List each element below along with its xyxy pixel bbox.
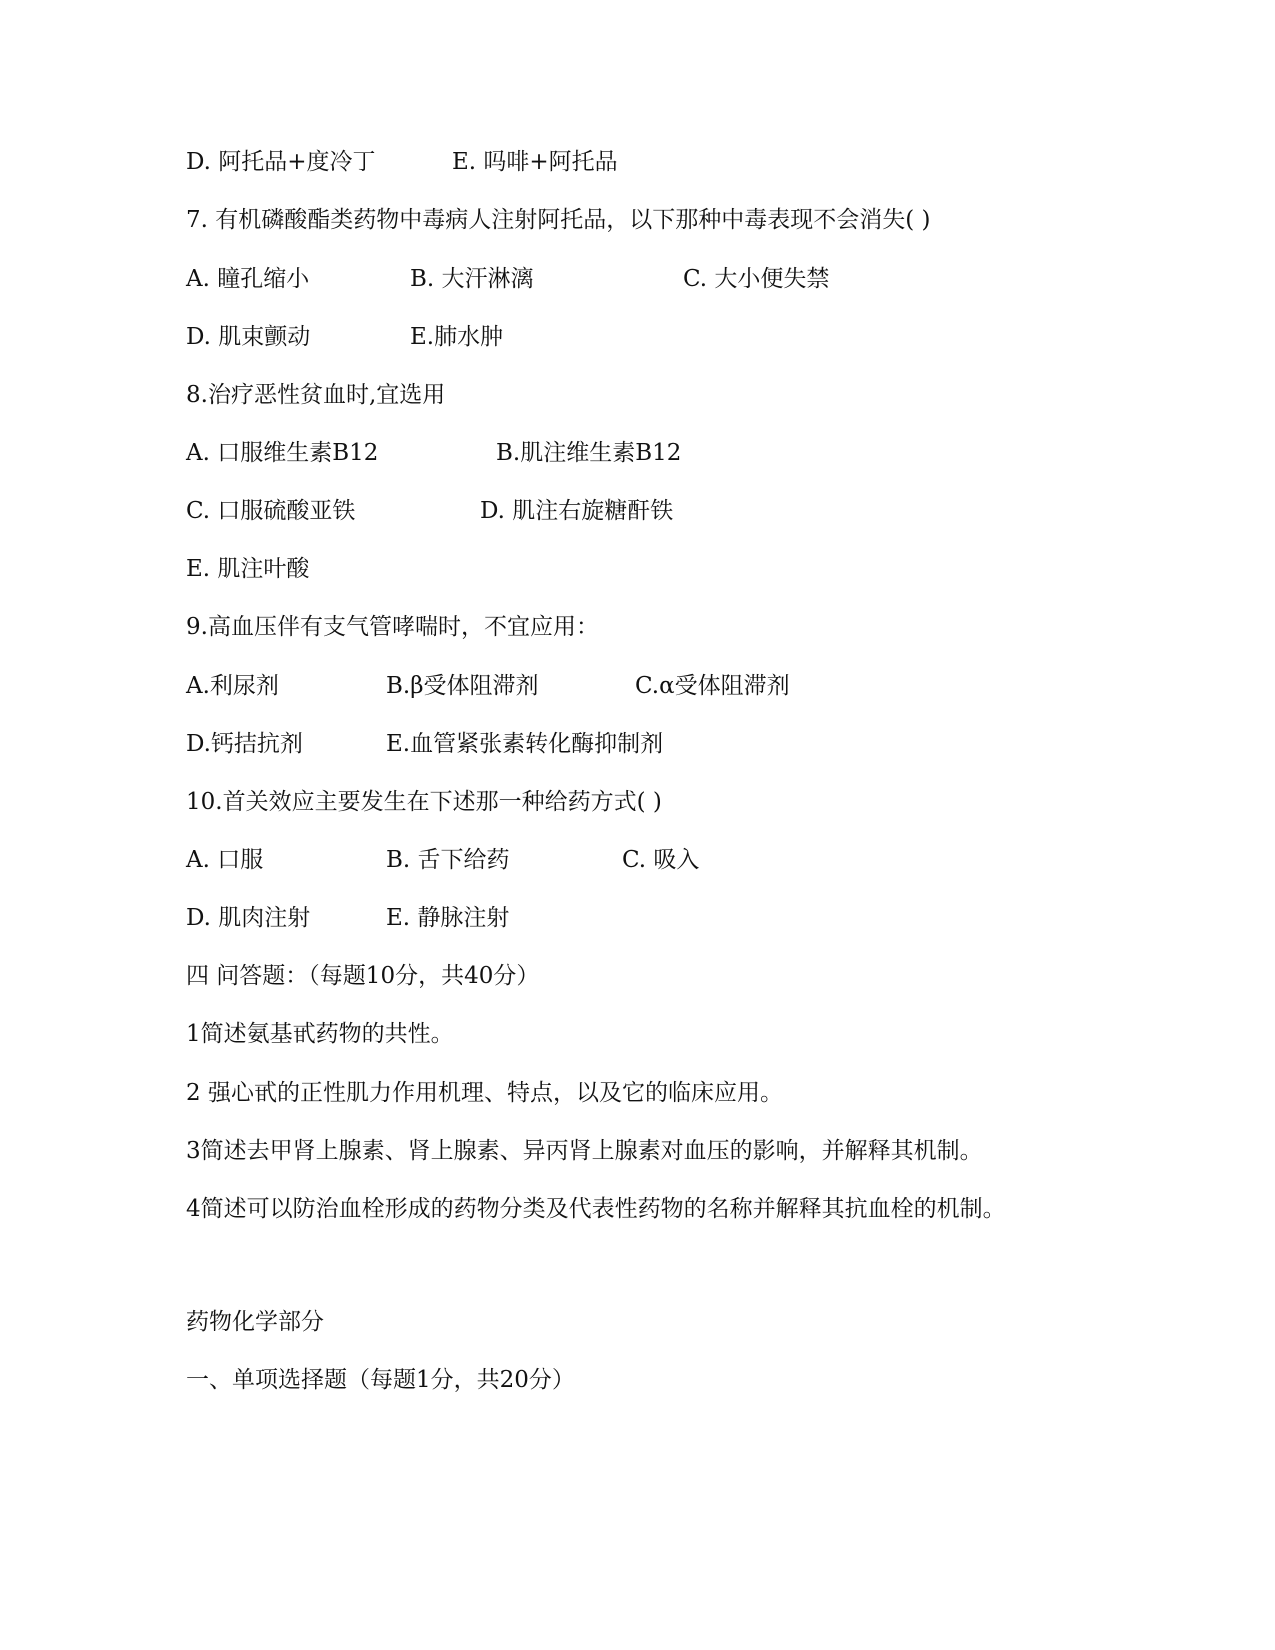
question-stem: 8.治疗恶性贫血时,宜选用 xyxy=(186,382,446,408)
short-answer-item-4: 4简述可以防治血栓形成的药物分类及代表性药物的名称并解释其抗血栓的机制。 xyxy=(186,1196,1006,1222)
short-answer-item-3: 3简述去甲肾上腺素、肾上腺素、异丙肾上腺素对血压的影响，并解释其机制。 xyxy=(186,1138,983,1164)
option-d: D. 阿托品+度冷丁 xyxy=(186,149,376,175)
option-a: A. 口服 xyxy=(186,847,264,873)
question-stem: 7. 有机磷酸酯类药物中毒病人注射阿托品，以下那种中毒表现不会消失( ) xyxy=(186,207,931,233)
short-answer-item-2: 2 强心甙的正性肌力作用机理、特点，以及它的临床应用。 xyxy=(186,1080,783,1106)
option-c: C. 吸入 xyxy=(622,847,700,873)
chem-section-1-heading: 一、单项选择题（每题1分，共20分） xyxy=(186,1367,575,1393)
section-4-heading: 四 问答题：（每题10分，共40分） xyxy=(186,963,540,989)
option-d: D.钙拮抗剂 xyxy=(186,731,303,757)
option-d: D. 肌束颤动 xyxy=(186,324,311,350)
option-b: B.肌注维生素B12 xyxy=(496,440,682,466)
option-e: E. 吗啡+阿托品 xyxy=(452,149,618,175)
option-c: C. 口服硫酸亚铁 xyxy=(186,498,356,524)
option-b: B. 大汗淋漓 xyxy=(410,266,534,292)
question-stem: 10.首关效应主要发生在下述那一种给药方式( ) xyxy=(186,789,662,815)
option-d: D. 肌注右旋糖酐铁 xyxy=(480,498,674,524)
option-a: A.利尿剂 xyxy=(186,673,279,699)
short-answer-item-1: 1简述氨基甙药物的共性。 xyxy=(186,1021,454,1047)
chem-part-title: 药物化学部分 xyxy=(186,1309,324,1335)
option-a: A. 瞳孔缩小 xyxy=(186,266,310,292)
option-e: E.肺水肿 xyxy=(410,324,504,350)
option-c: C. 大小便失禁 xyxy=(683,266,830,292)
option-c: C.α受体阻滞剂 xyxy=(635,673,790,699)
question-stem: 9.高血压伴有支气管哮喘时，不宜应用： xyxy=(186,614,599,640)
option-e: E.血管紧张素转化酶抑制剂 xyxy=(386,731,664,757)
option-a: A. 口服维生素B12 xyxy=(186,440,379,466)
option-e: E. 静脉注射 xyxy=(386,905,510,931)
option-b: B. 舌下给药 xyxy=(386,847,510,873)
option-e: E. 肌注叶酸 xyxy=(186,556,310,582)
option-d: D. 肌肉注射 xyxy=(186,905,311,931)
option-b: B.β受体阻滞剂 xyxy=(386,673,539,699)
